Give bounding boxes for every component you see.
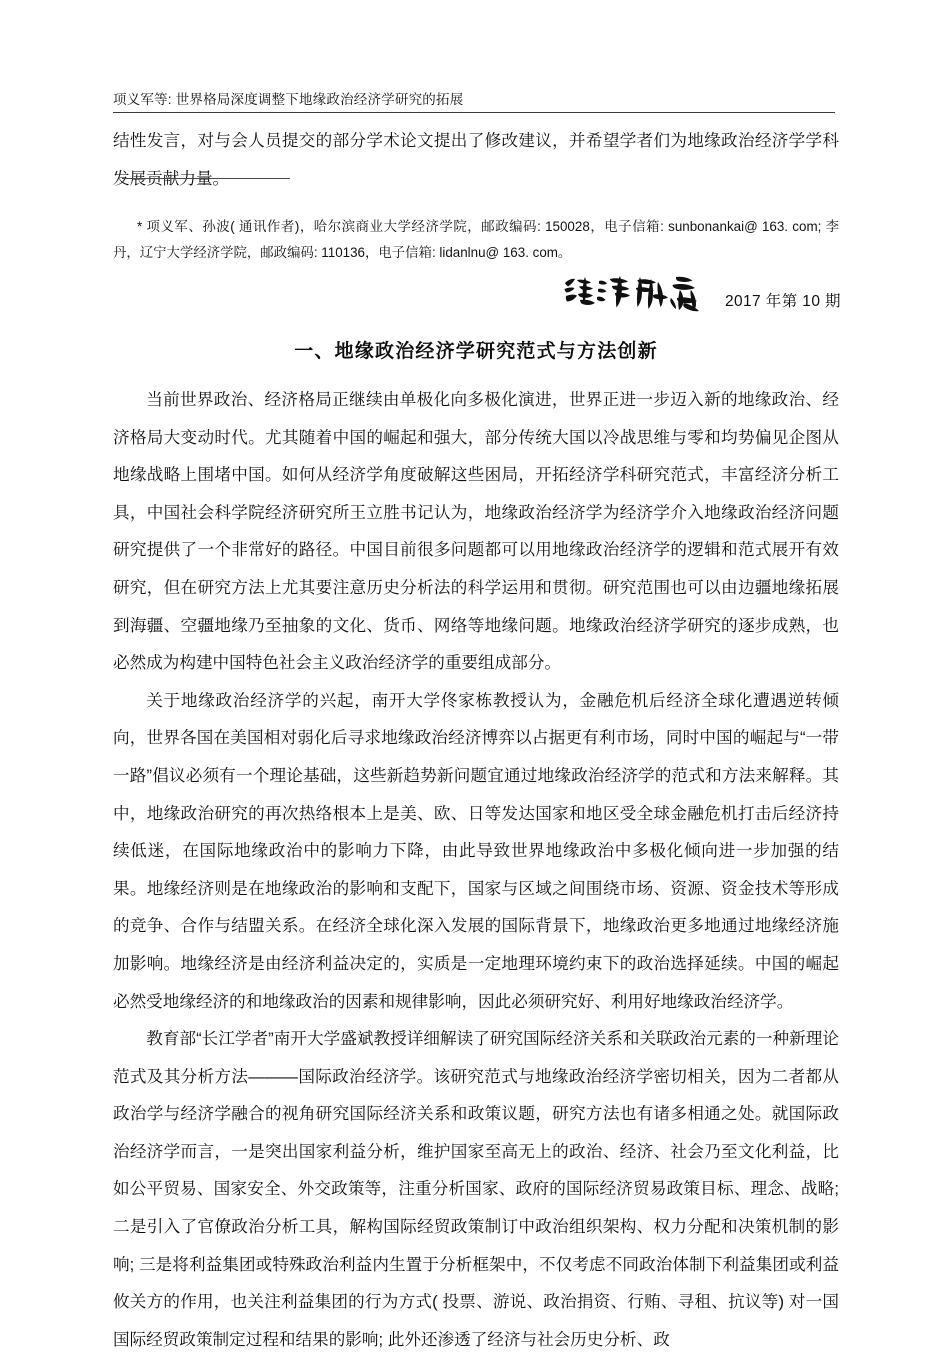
section-heading: 一、地缘政治经济学研究范式与方法创新 xyxy=(294,341,658,362)
continued-paragraph: 结性发言，对与会人员提交的部分学术论文提出了修改建议，并希望学者们为地缘政治经济学学科发展贡献力量。 xyxy=(113,131,839,188)
header-divider-rule xyxy=(113,112,835,113)
footnote-block xyxy=(113,214,839,265)
footnote-marker: * xyxy=(137,219,143,234)
running-head: 项义军等: 世界格局深度调整下地缘政治经济学研究的拓展 xyxy=(113,92,464,107)
journal-logo-calligraphy-icon xyxy=(560,270,720,314)
journal-logo-band xyxy=(560,268,850,314)
footnote-text: 项义军、孙波( 通讯作者)，哈尔滨商业大学经济学院，邮政编码: 150028，电子信箱: sunbonankai@ 163. com; 李丹，辽宁大学经济学院，邮政编码: 110136，电子信箱: lidanlnu@ 163. com。 xyxy=(113,219,839,260)
body-paragraph: 关于地缘政治经济学的兴起，南开大学佟家栋教授认为，金融危机后经济全球化遭遇逆转倾向，世界各国在美国相对弱化后寻求地缘政治经济博弈以占据更有利市场，同时中国的崛起与“一带一路”倡议必须有一个理论基础，这些新趋势新问题宜通过地缘政治经济学的范式和方法来解释。其中，地缘政治研究的再次热络根本上是美、欧、日等发达国家和地区受全球金融危机打击后经济持续低迷，在国际地缘政治中的影响力下降，由此导致世界地缘政治中多极化倾向进一步加强的结果。地缘经济则是在地缘政治的影响和支配下，国家与区域之间围绕市场、资源、资金技术等形成的竞争、合作与结盟关系。在经济全球化深入发展的国际背景下，地缘政治更多地通过地缘经济施加影响。地缘经济是由经济利益决定的，实质是一定地理环境约束下的政治选择延续。中国的崛起必然受地缘经济的和地缘政治的因素和规律影响，因此必须研究好、利用好地缘政治经济学。 xyxy=(113,690,839,1011)
body-paragraph: 当前世界政治、经济格局正继续由单极化向多极化演进，世界正进一步迈入新的地缘政治、经济格局大变动时代。尤其随着中国的崛起和强大，部分传统大国以冷战思维与零和均势偏见企图从地缘战略上围堵中国。如何从经济学角度破解这些困局，开拓经济学科研究范式，丰富经济分析工具，中国社会科学院经济研究所王立胜书记认为，地缘政治经济学为经济学介入地缘政治经济问题研究提供了一个非常好的路径。中国目前很多问题都可以用地缘政治经济学的逻辑和范式展开有效研究，但在研究方法上尤其要注意历史分析法的科学运用和贯彻。研究范围也可以由边疆地缘拓展到海疆、空疆地缘乃至抽象的文化、货币、网络等地缘问题。地缘政治经济学研究的逐步成熟，也必然成为构建中国特色社会主义政治经济学的重要组成部分。 xyxy=(113,390,839,673)
footnote-divider-rule xyxy=(122,178,290,179)
body-paragraph: 教育部“长江学者”南开大学盛斌教授详细解读了研究国际经济关系和关联政治元素的一种新理论范式及其分析方法———国际政治经济学。该研究范式与地缘政治经济学密切相关，因为二者都从政治学与经济学融合的视角研究国际经济关系和政策议题，研究方法也有诸多相通之处。就国际政治经济学而言，一是突出国家利益分析，维护国家至高无上的政治、经济、社会乃至文化利益，比如公平贸易、国家安全、外交政策等，注重分析国家、政府的国际经济贸易政策目标、理念、战略; 二是引入了官僚政治分析工具，解构国际经贸政策制订中政治组织架构、权力分配和决策机制的影响; 三是将利益集团或特殊政治利益内生置于分析框架中，不仅考虑不同政治体制下利益集团或利益攸关方的作用，也关注利益集团的行为方式( 投票、游说、政治捐资、行贿、寻租、抗议等) 对一国国际经贸政策制定过程和结果的影响; 此外还渗透了经济与社会历史分析、政 xyxy=(113,1029,839,1349)
body-column xyxy=(113,381,839,1358)
journal-issue-line: 2017 年第 10 期 xyxy=(725,293,841,310)
